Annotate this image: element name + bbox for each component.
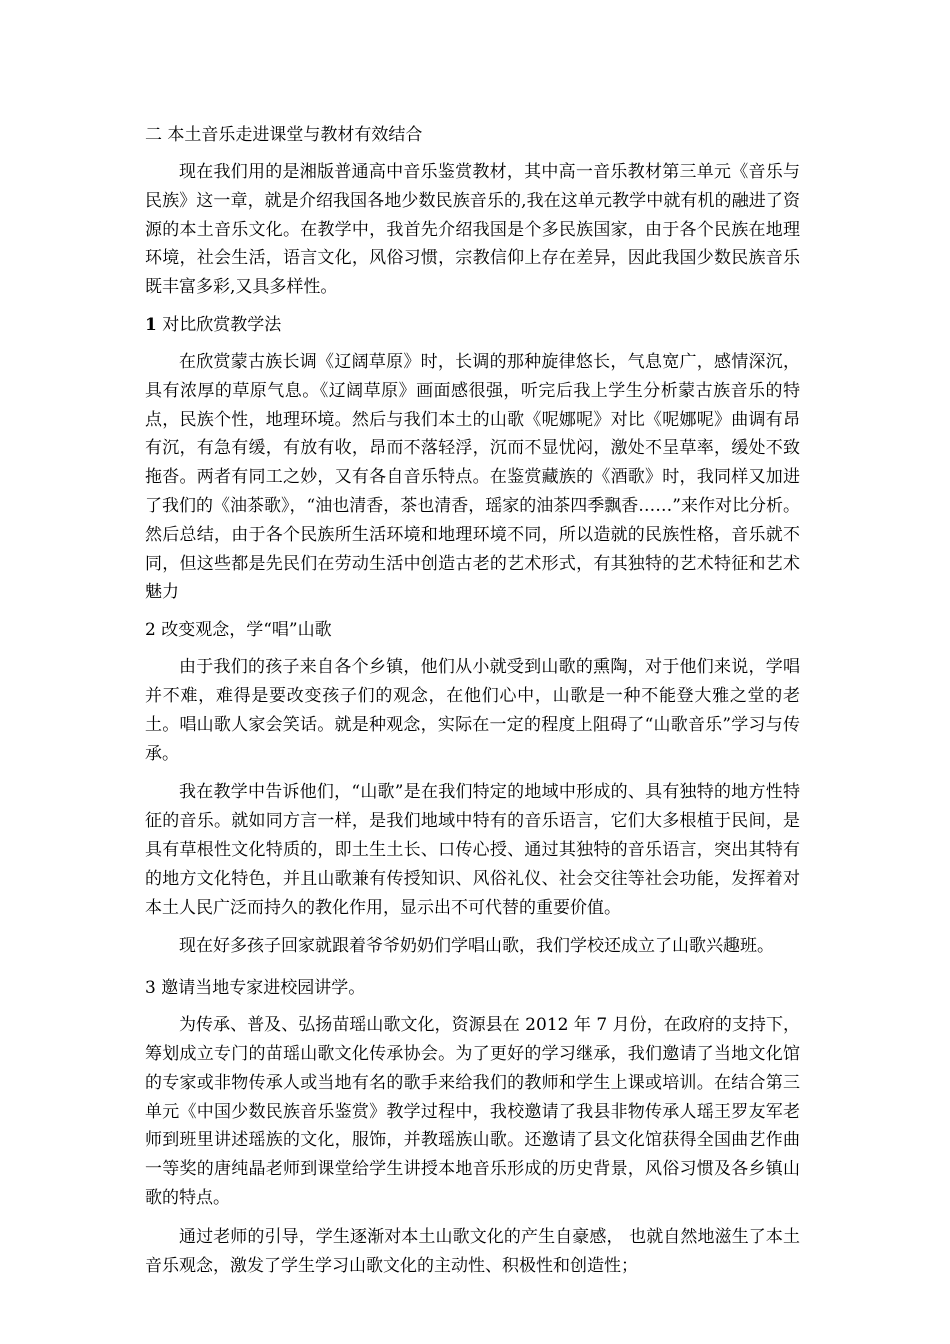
subsection-1-title-text: 对比欣赏教学法 [156,314,282,335]
subsection-3-title: 3 邀请当地专家进校园讲学。 [145,978,366,999]
subsection-2-paragraph-2: 我在教学中告诉他们，“山歌”是在我们特定的地域中形成的、具有独特的地方性特征的音乐。就如同方言一样，是我们地域中特有的音乐语言，它们大多根植于民间，是具有草根性文化特质的，即土生土长、口传心授、通过其独特的音乐语言，突出其特有的地方文化特色，并且山歌兼有传授知识、风俗礼仪、社会交往等社会功能，发挥着对本土人民广泛而持久的教化作用，显示出不可代替的重要价值。 [145,782,800,918]
subsection-2-paragraph-1: 由于我们的孩子来自各个乡镇，他们从小就受到山歌的熏陶，对于他们来说，学唱并不难，难得是要改变孩子们的观念，在他们心中，山歌是一种不能登大雅之堂的老土。唱山歌人家会笑话。就是种观念，实际在一定的程度上阻碍了“山歌音乐”学习与传承。 [145,657,800,764]
subsection-3-paragraph-2: 通过老师的引导，学生逐渐对本土山歌文化的产生自豪感， 也就自然地滋生了本土音乐观念，激发了学生学习山歌文化的主动性、积极性和创造性； [145,1226,800,1276]
subsection-1-paragraph: 在欣赏蒙古族长调《辽阔草原》时，长调的那种旋律悠长，气息宽广，感情深沉，具有浓厚的草原气息。《辽阔草原》画面感很强，听完后我上学生分析蒙古族音乐的特点，民族个性，地理环境。然后与我们本土的山歌《呢娜呢》对比《呢娜呢》曲调有昂有沉，有急有缓，有放有收，昂而不落轻浮，沉而不显忧闷，激处不呈草率，缓处不致拖沓。两者有同工之妙，又有各自音乐特点。在鉴赏藏族的《酒歌》时，我同样又加进了我们的《油茶歌》，“油也清香，茶也清香，瑶家的油茶四季飘香……”来作对比分析。然后总结，由于各个民族所生活环境和地理环境不同，所以造就的民族性格，音乐就不同，但这些都是先民们在劳动生活中创造古老的艺术形式，有其独特的艺术特征和艺术魅力 [145,351,800,603]
subsection-2-paragraph-3: 现在好多孩子回家就跟着爷爷奶奶们学唱山歌，我们学校还成立了山歌兴趣班。 [179,936,774,957]
document-body [145,118,800,1280]
subsection-2-title: 2 改变观念，学“唱”山歌 [145,620,332,641]
subsection-1-number: 1 [145,314,157,335]
subsection-3-paragraph-1: 为传承、普及、弘扬苗瑶山歌文化，资源县在 2012 年 7 月份，在政府的支持下，筹划成立专门的苗瑶山歌文化传承协会。为了更好的学习继承，我们邀请了当地文化馆的专家或非物传承人或当地有名的歌手来给我们的教师和学生上课或培训。在结合第三单元《中国少数民族音乐鉴赏》教学过程中，我校邀请了我县非物传承人瑶王罗友军老师到班里讲述瑶族的文化，服饰，并教瑶族山歌。还邀请了县文化馆获得全国曲艺作曲一等奖的唐纯晶老师到课堂给学生讲授本地音乐形成的历史背景，风俗习惯及各乡镇山歌的特点。 [145,1015,800,1208]
section-title: 二 本土音乐走进课堂与教材有效结合 [145,125,423,145]
intro-paragraph: 现在我们用的是湘版普通高中音乐鉴赏教材，其中高一音乐教材第三单元《音乐与民族》这一章，就是介绍我国各地少数民族音乐的,我在这单元教学中就有机的融进了资源的本土音乐文化。在教学中，我首先介绍我国是个多民族国家，由于各个民族在地理环境，社会生活，语言文化，风俗习惯，宗教信仰上存在差异，因此我国少数民族音乐既丰富多彩,又具多样性。 [145,162,800,298]
subsection-1-title [145,308,800,342]
